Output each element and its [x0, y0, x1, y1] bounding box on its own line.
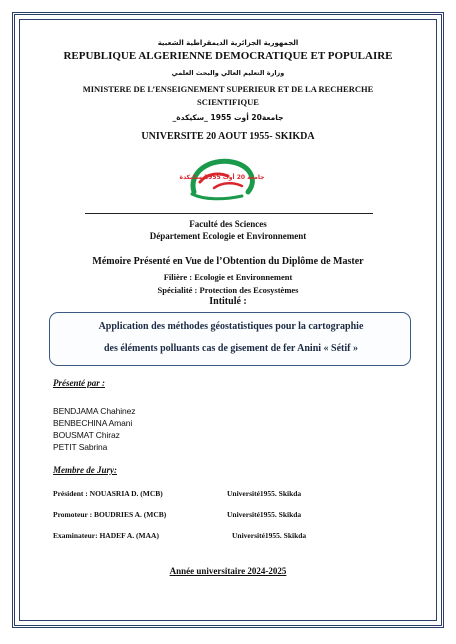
university-logo-icon: [179, 152, 265, 204]
specialite-text: Spécialité : Protection des Ecosystèmes: [157, 285, 299, 295]
thesis-title-line-1: Application des méthodes géostatistiques pour la cartographie: [98, 321, 364, 332]
republic-title: REPUBLIQUE ALGERIENNE DEMOCRATIQUE ET POPULAIRE: [63, 50, 393, 62]
thesis-title-box: [49, 312, 411, 366]
faculty-name: Faculté des Sciences: [189, 219, 267, 229]
presented-by-label: Présenté par :: [53, 378, 105, 388]
thesis-title-line-2: des éléments polluants cas de gisement de fer Anini « Sétif »: [104, 343, 358, 354]
student-name: PETIT Sabrina: [53, 442, 108, 452]
jury-member-affiliation: Université1955. Skikda: [227, 510, 302, 519]
arabic-university-text: جامعة20 أوت 1955 _سكيكدة_: [172, 113, 284, 122]
intitule-label: Intitulé :: [209, 296, 247, 307]
jury-member-role: Examinateur: HADEF A. (MAA): [53, 531, 159, 540]
divider-line: [85, 213, 373, 214]
jury-label: Membre de Jury:: [53, 465, 117, 475]
student-name: BENBECHINA Amani: [53, 418, 133, 428]
department-name: Département Ecologie et Environnement: [149, 231, 307, 241]
ministry-line-1: MINISTERE DE L’ENSEIGNEMENT SUPERIEUR ET DE LA RECHERCHE: [82, 84, 374, 94]
arabic-ministry-text: وزارة التعليم العالي والبحث العلمي: [171, 69, 285, 77]
jury-member-role: Promoteur : BOUDRIES A. (MCB): [53, 510, 167, 519]
student-name: BOUSMAT Chiraz: [53, 430, 120, 440]
jury-member-affiliation: Université1955. Skikda: [227, 489, 302, 498]
arabic-republic-text: الجمهورية الجزائرية الديمقراطية الشعبية: [157, 39, 299, 47]
academic-year: Année universitaire 2024-2025: [169, 566, 287, 576]
filiere-text: Filière : Ecologie et Environnement: [163, 272, 293, 282]
university-logo: [179, 152, 265, 204]
jury-member-affiliation: Université1955. Skikda: [232, 531, 307, 540]
university-title: UNIVERSITE 20 AOUT 1955- SKIKDA: [141, 131, 315, 142]
jury-member-role: Président : NOUASRIA D. (MCB): [53, 489, 163, 498]
student-name: BENDJAMA Chahinez: [53, 406, 136, 416]
ministry-line-2: SCIENTIFIQUE: [197, 97, 259, 107]
memoire-heading: Mémoire Présenté en Vue de l’Obtention du Diplôme de Master: [92, 256, 364, 267]
logo-text: جامعة 20 أوت 1955 سكيكدة: [179, 174, 265, 181]
